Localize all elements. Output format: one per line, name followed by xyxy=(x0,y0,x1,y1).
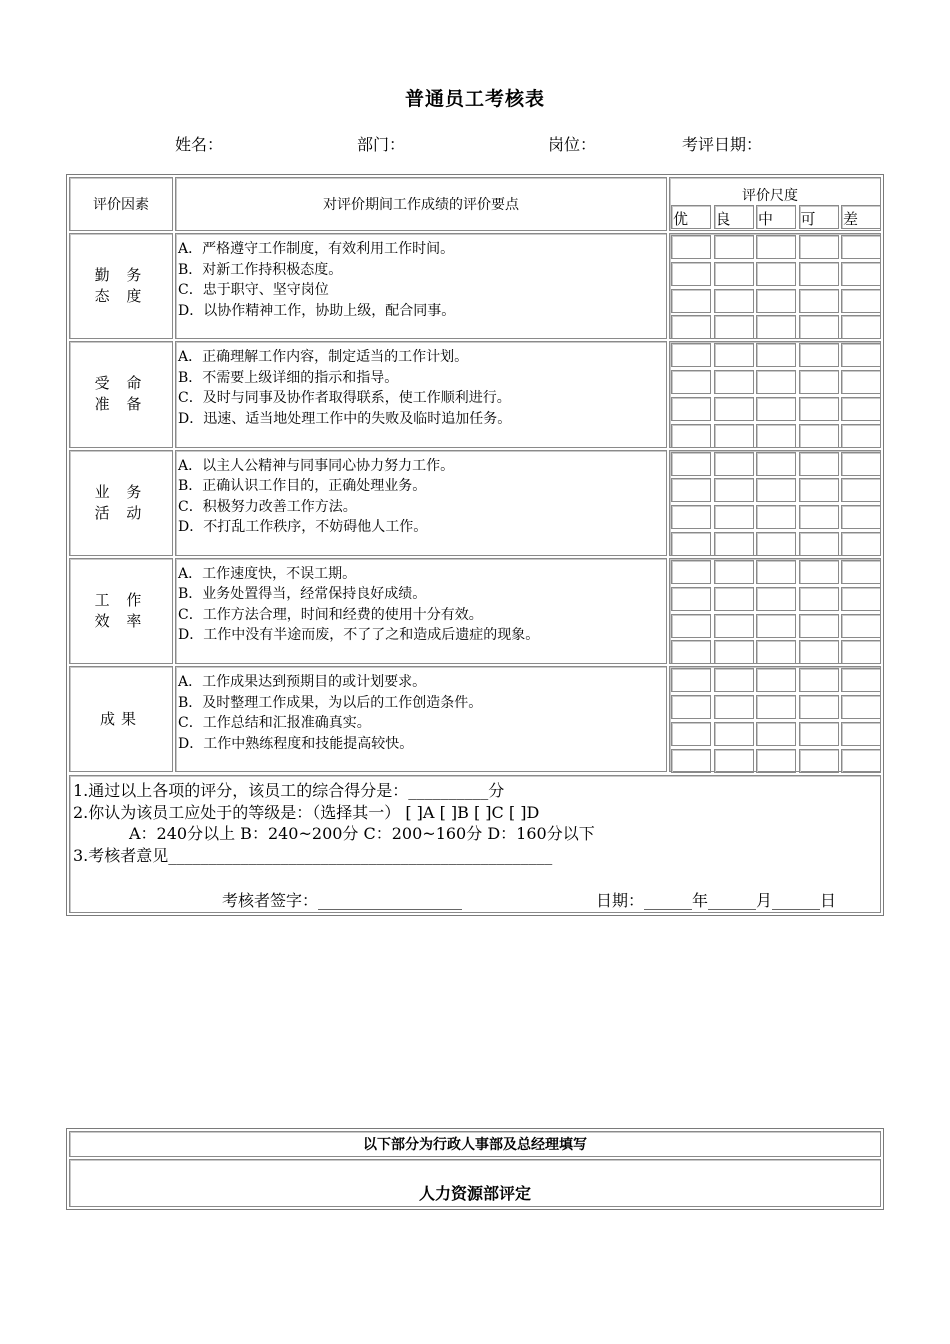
rating-box[interactable] xyxy=(756,289,796,313)
evaluation-points-cell xyxy=(175,558,667,664)
grade-header-label: 中 xyxy=(758,210,774,228)
grade-header-excellent xyxy=(671,205,711,229)
evaluation-points-cell xyxy=(175,233,667,339)
rating-box[interactable] xyxy=(671,262,711,286)
evaluation-point: B．对新工作持积极态度。 xyxy=(178,261,343,278)
factor-cell xyxy=(69,233,173,339)
evaluation-point: A．以主人公精神与同事同心协力努力工作。 xyxy=(178,457,455,474)
rating-box[interactable] xyxy=(671,560,711,584)
evaluation-point: B．业务处置得当，经常保持良好成绩。 xyxy=(178,586,427,603)
grade-header-average xyxy=(756,205,796,229)
factor-label: 态 度 xyxy=(94,287,148,306)
rating-box[interactable] xyxy=(841,695,881,719)
factor-cell xyxy=(69,450,173,556)
rating-box[interactable] xyxy=(841,749,881,773)
rating-box[interactable] xyxy=(714,749,754,773)
rating-box[interactable] xyxy=(714,289,754,313)
rating-box[interactable] xyxy=(841,424,881,448)
rating-box[interactable] xyxy=(714,668,754,692)
rating-box[interactable] xyxy=(714,505,754,529)
factor-label: 活 动 xyxy=(94,503,148,522)
rating-box[interactable] xyxy=(756,505,796,529)
rating-box[interactable] xyxy=(756,749,796,773)
evaluation-points-cell xyxy=(175,666,667,772)
rating-box[interactable] xyxy=(799,749,839,773)
grade-choice-line: 2.你认为该员工应处于的等级是：（选择其一） [ ]A [ ]B [ ]C [ ]D xyxy=(73,802,540,822)
rating-box[interactable] xyxy=(799,262,839,286)
post-label: 岗位： xyxy=(548,135,597,154)
evaluation-point: C．积极努力改善工作方法。 xyxy=(178,498,357,515)
page-title: 普通员工考核表 xyxy=(404,88,545,110)
name-label: 姓名： xyxy=(175,135,224,154)
rating-box[interactable] xyxy=(756,722,796,746)
rating-box[interactable] xyxy=(714,640,754,664)
rating-box[interactable] xyxy=(841,235,881,259)
rating-box[interactable] xyxy=(714,478,754,502)
grade-header-label: 优 xyxy=(673,210,689,228)
rating-box[interactable] xyxy=(756,587,796,611)
rating-box[interactable] xyxy=(714,722,754,746)
evaluation-points-cell xyxy=(175,341,667,447)
assessor-signature: 考核者签字：__________________ xyxy=(222,891,463,910)
factor-label: 准 备 xyxy=(94,395,148,414)
rating-box[interactable] xyxy=(714,424,754,448)
evaluation-point: A．工作成果达到预期目的或计划要求。 xyxy=(178,674,427,691)
factor-label: 效 率 xyxy=(94,612,148,631)
rating-box[interactable] xyxy=(671,640,711,664)
rating-box[interactable] xyxy=(756,560,796,584)
rating-box[interactable] xyxy=(841,452,881,476)
rating-box[interactable] xyxy=(714,587,754,611)
rating-box[interactable] xyxy=(671,289,711,313)
rating-box[interactable] xyxy=(671,505,711,529)
rating-box[interactable] xyxy=(714,315,754,339)
rating-box[interactable] xyxy=(841,370,881,394)
rating-box[interactable] xyxy=(841,668,881,692)
rating-box[interactable] xyxy=(841,289,881,313)
rating-box[interactable] xyxy=(714,343,754,367)
rating-box[interactable] xyxy=(841,614,881,638)
evaluation-point: C．工作方法合理，时间和经费的使用十分有效。 xyxy=(178,606,483,623)
rating-box[interactable] xyxy=(671,397,711,421)
evaluation-point: B．及时整理工作成果，为以后的工作创造条件。 xyxy=(178,694,483,711)
rating-box[interactable] xyxy=(714,370,754,394)
score-line: 1.通过以上各项的评分，该员工的综合得分是：__________分 xyxy=(73,781,505,800)
rating-box[interactable] xyxy=(671,587,711,611)
evaluation-point: D．不打乱工作秩序，不妨碍他人工作。 xyxy=(178,519,428,536)
rating-box[interactable] xyxy=(799,370,839,394)
rating-box[interactable] xyxy=(756,614,796,638)
rating-box[interactable] xyxy=(799,505,839,529)
rating-box[interactable] xyxy=(756,370,796,394)
factor-label: 成果 xyxy=(99,709,142,728)
rating-box[interactable] xyxy=(671,722,711,746)
rating-box[interactable] xyxy=(841,560,881,584)
rating-box[interactable] xyxy=(714,532,754,556)
evaluation-point: C．工作总结和汇报准确真实。 xyxy=(178,715,371,732)
evaluation-point: C．及时与同事及协作者取得联系，使工作顺利进行。 xyxy=(178,390,511,407)
rating-box[interactable] xyxy=(671,452,711,476)
rating-box[interactable] xyxy=(671,424,711,448)
hr-evaluation-table xyxy=(66,1128,884,1210)
rating-box[interactable] xyxy=(841,532,881,556)
evaluation-point: A．工作速度快，不误工期。 xyxy=(178,565,357,582)
rating-box[interactable] xyxy=(714,695,754,719)
evaluation-point: B．正确认识工作目的，正确处理业务。 xyxy=(178,478,427,495)
rating-box[interactable] xyxy=(671,668,711,692)
assessment-date: 日期：______年______月______日 xyxy=(596,891,837,910)
rating-box[interactable] xyxy=(799,640,839,664)
evaluation-point: A．严格遵守工作制度，有效利用工作时间。 xyxy=(178,241,455,257)
header-points: 对评价期间工作成绩的评价要点 xyxy=(175,177,667,231)
rating-box[interactable] xyxy=(799,587,839,611)
rating-box[interactable] xyxy=(799,289,839,313)
rating-box[interactable] xyxy=(714,452,754,476)
factor-label: 受 命 xyxy=(94,374,148,393)
rating-box[interactable] xyxy=(756,235,796,259)
rating-box[interactable] xyxy=(799,722,839,746)
evaluation-point: D．迅速、适当地处理工作中的失败及临时追加任务。 xyxy=(178,410,512,427)
rating-box[interactable] xyxy=(841,262,881,286)
rating-box[interactable] xyxy=(756,668,796,692)
rating-box[interactable] xyxy=(841,505,881,529)
rating-box[interactable] xyxy=(756,315,796,339)
date-label: 考评日期： xyxy=(682,135,763,154)
factor-cell xyxy=(69,666,173,772)
assessor-opinion: 3.考核者意见________________________________________________ xyxy=(73,845,553,865)
rating-box[interactable] xyxy=(756,424,796,448)
rating-box[interactable] xyxy=(841,640,881,664)
grade-definitions: A：240分以上 B：240~200分 C：200~160分 D：160分以下 xyxy=(129,824,595,843)
rating-box[interactable] xyxy=(799,424,839,448)
rating-box[interactable] xyxy=(799,343,839,367)
factor-label: 工 作 xyxy=(94,591,148,610)
rating-box[interactable] xyxy=(841,343,881,367)
evaluation-point: D．工作中没有半途而废，不了了之和造成后遗症的现象。 xyxy=(178,627,540,644)
rating-box[interactable] xyxy=(756,640,796,664)
rating-box[interactable] xyxy=(841,722,881,746)
summary-cell xyxy=(69,775,881,913)
rating-box[interactable] xyxy=(756,397,796,421)
rating-box[interactable] xyxy=(671,343,711,367)
evaluation-table xyxy=(66,174,884,916)
grade-header-poor xyxy=(841,205,881,229)
rating-box[interactable] xyxy=(799,614,839,638)
evaluation-point: A．正确理解工作内容，制定适当的工作计划。 xyxy=(178,349,469,366)
rating-box[interactable] xyxy=(799,452,839,476)
evaluation-points-cell xyxy=(175,450,667,556)
evaluation-point: D．以协作精神工作，协助上级，配合同事。 xyxy=(178,302,456,319)
rating-box[interactable] xyxy=(714,235,754,259)
grade-header-good xyxy=(714,205,754,229)
grade-header-fair xyxy=(799,205,839,229)
scale-label: 评价尺度 xyxy=(742,188,798,204)
rating-box[interactable] xyxy=(799,668,839,692)
rating-box[interactable] xyxy=(799,397,839,421)
rating-box[interactable] xyxy=(799,560,839,584)
evaluation-point: D．工作中熟练程度和技能提高较快。 xyxy=(178,735,414,752)
hr-evaluation-title: 人力资源部评定 xyxy=(69,1159,881,1207)
header-factor: 评价因素 xyxy=(69,177,173,231)
rating-box[interactable] xyxy=(756,695,796,719)
rating-box[interactable] xyxy=(841,315,881,339)
rating-box[interactable] xyxy=(756,343,796,367)
rating-box[interactable] xyxy=(714,262,754,286)
rating-box[interactable] xyxy=(671,614,711,638)
rating-box[interactable] xyxy=(799,235,839,259)
rating-box[interactable] xyxy=(756,532,796,556)
rating-box[interactable] xyxy=(799,478,839,502)
rating-box[interactable] xyxy=(671,370,711,394)
grade-header-label: 可 xyxy=(800,210,816,228)
rating-box[interactable] xyxy=(799,315,839,339)
evaluation-point: B．不需要上级详细的指示和指导。 xyxy=(178,369,399,386)
rating-box[interactable] xyxy=(671,315,711,339)
rating-box[interactable] xyxy=(841,397,881,421)
grade-header-label: 良 xyxy=(715,210,731,228)
rating-box[interactable] xyxy=(841,478,881,502)
rating-box[interactable] xyxy=(671,749,711,773)
rating-box[interactable] xyxy=(756,262,796,286)
rating-box[interactable] xyxy=(799,695,839,719)
rating-box[interactable] xyxy=(671,478,711,502)
rating-box[interactable] xyxy=(756,478,796,502)
factor-label: 业 务 xyxy=(94,482,148,501)
rating-box[interactable] xyxy=(756,452,796,476)
rating-box[interactable] xyxy=(671,235,711,259)
rating-box[interactable] xyxy=(714,397,754,421)
rating-box[interactable] xyxy=(714,614,754,638)
rating-box[interactable] xyxy=(841,587,881,611)
rating-box[interactable] xyxy=(671,532,711,556)
rating-box[interactable] xyxy=(799,532,839,556)
factor-cell xyxy=(69,341,173,447)
grade-header-label: 差 xyxy=(843,210,859,228)
rating-box[interactable] xyxy=(671,695,711,719)
factor-label: 勤 务 xyxy=(94,266,148,285)
dept-label: 部门： xyxy=(357,135,406,154)
factor-cell xyxy=(69,558,173,664)
hr-section-header: 以下部分为行政人事部及总经理填写 xyxy=(69,1131,881,1157)
rating-box[interactable] xyxy=(714,560,754,584)
evaluation-point: C．忠于职守、坚守岗位 xyxy=(178,282,329,298)
